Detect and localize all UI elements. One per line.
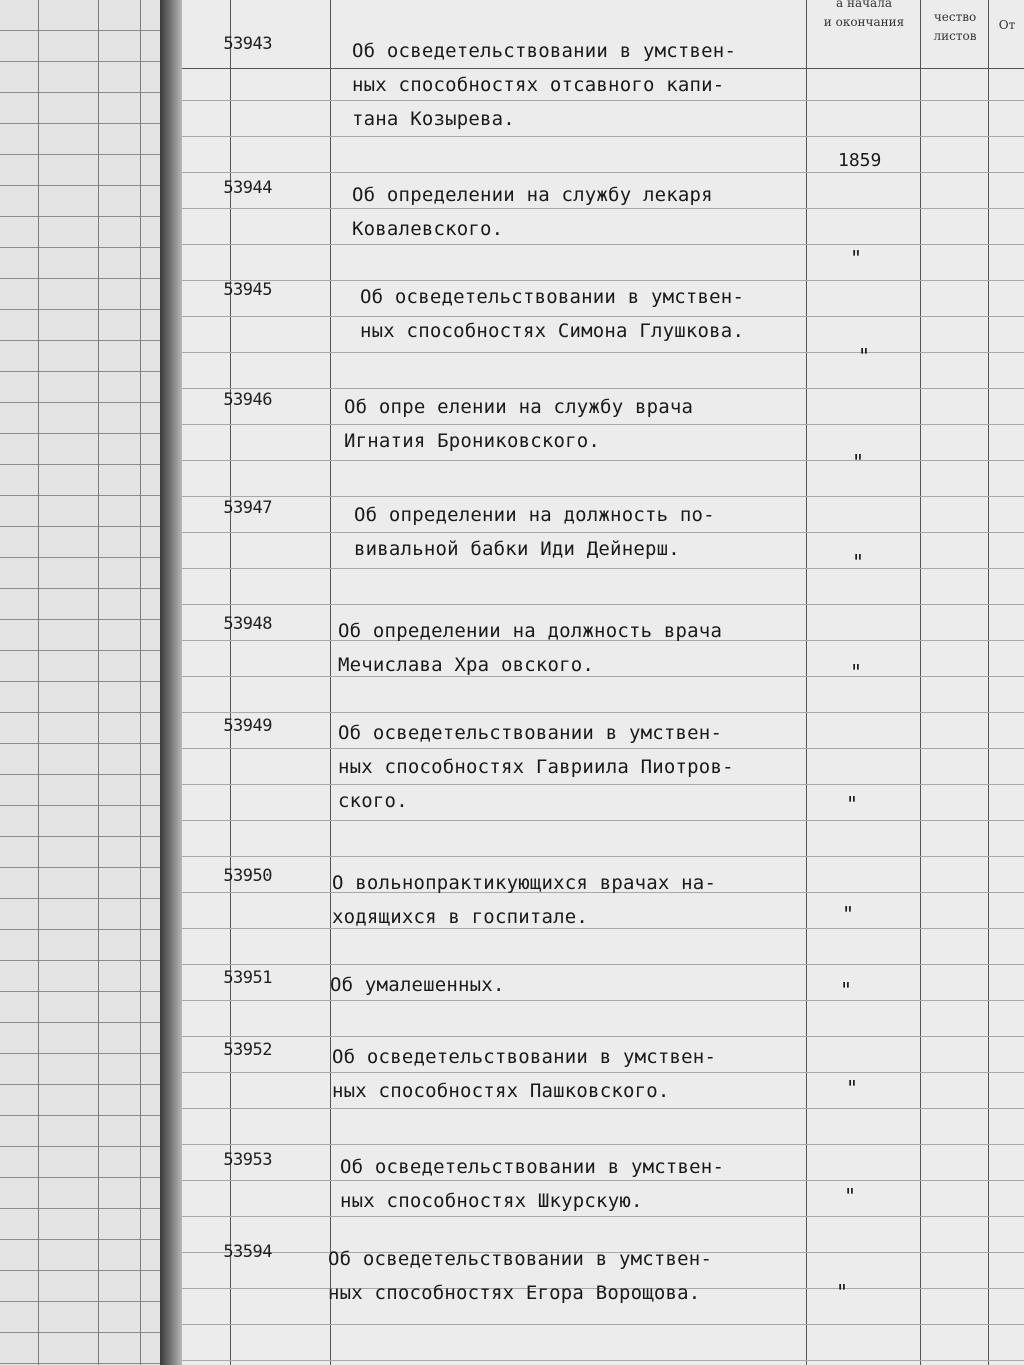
- ditto-mark: ": [844, 1184, 857, 1208]
- case-year: 1859: [838, 150, 882, 171]
- case-title-line: вивальной бабки Иди Дейнерш.: [354, 538, 680, 560]
- case-title-line: Об определении на должность по-: [354, 504, 715, 526]
- case-title: [354, 498, 715, 566]
- case-title: [340, 1150, 724, 1218]
- case-title-line: ных способностях Егора Ворощова.: [328, 1282, 701, 1304]
- case-number: 53943: [223, 34, 272, 54]
- case-title-line: Об осведетельствовании в умствен-: [328, 1248, 713, 1270]
- case-title: [360, 280, 744, 348]
- ledger-row-rule: [182, 496, 1024, 497]
- ledger-row-rule: [182, 1000, 1024, 1001]
- ledger-row-rule: [182, 820, 1024, 821]
- case-title-line: Об умалешенных.: [330, 974, 505, 996]
- ditto-mark: ": [850, 246, 863, 270]
- case-number: 53952: [223, 1040, 272, 1060]
- case-number: 53950: [223, 866, 272, 886]
- case-title: [352, 34, 736, 136]
- ledger-row-rule: [182, 1360, 1024, 1361]
- case-number: 53946: [223, 390, 272, 410]
- case-title-line: Об осведетельствовании в умствен-: [338, 722, 723, 744]
- ditto-mark: ": [850, 660, 863, 684]
- sheets-header-line2: листов: [933, 29, 977, 44]
- case-title-line: ных способностях отсавного капи-: [352, 74, 725, 96]
- case-title: [344, 390, 693, 458]
- ditto-mark: ": [842, 902, 855, 926]
- ditto-mark: ": [846, 792, 859, 816]
- case-title-line: Об осведетельствовании в умствен-: [340, 1156, 725, 1178]
- case-number: 53953: [223, 1150, 272, 1170]
- column-rule: [806, 0, 807, 1365]
- ledger-row-rule: [182, 172, 1024, 173]
- ditto-mark: ": [852, 450, 865, 474]
- case-title-line: ных способностях Пашковского.: [332, 1080, 670, 1102]
- ledger-row-rule: [182, 568, 1024, 569]
- column-rule: [988, 0, 989, 1365]
- ledger-row-rule: [182, 712, 1024, 713]
- case-title-line: Об осведетельствовании в умствен-: [332, 1046, 717, 1068]
- ledger-row-rule: [182, 1108, 1024, 1109]
- case-number: 53951: [223, 968, 272, 988]
- ledger-row-rule: [182, 388, 1024, 389]
- ditto-mark: ": [852, 550, 865, 574]
- case-number: 53948: [223, 614, 272, 634]
- case-title-line: ных способностях Гавриила Пиотров-: [338, 756, 734, 778]
- case-title-line: Об определении на службу лекаря: [352, 184, 713, 206]
- case-title: [352, 178, 713, 246]
- case-number: 53945: [223, 280, 272, 300]
- left-page-rule: [98, 0, 99, 1365]
- register-page: [182, 0, 1024, 1365]
- note-column-header: От: [998, 18, 1016, 32]
- sheets-column-header: [922, 8, 988, 46]
- case-title-line: Мечислава Хра овского.: [338, 654, 595, 676]
- left-page-rule: [140, 0, 141, 1365]
- ditto-mark: ": [858, 344, 871, 368]
- ledger-row-rule: [182, 1324, 1024, 1325]
- case-title-line: Игнатия Брониковского.: [344, 430, 601, 452]
- case-title: [332, 1040, 716, 1108]
- column-rule: [330, 0, 331, 1365]
- case-title: [338, 614, 722, 682]
- case-title: [332, 866, 716, 934]
- ledger-row-rule: [182, 604, 1024, 605]
- case-title-line: Об осведетельствовании в умствен-: [352, 40, 737, 62]
- date-header-bottom: и окончания: [823, 15, 905, 30]
- ditto-mark: ": [846, 1076, 859, 1100]
- case-title-line: Об осведетельствовании в умствен-: [360, 286, 745, 308]
- ledger-row-rule: [182, 1036, 1024, 1037]
- ledger-row-rule: [182, 964, 1024, 965]
- case-title: [328, 1242, 712, 1310]
- case-number: 53947: [223, 498, 272, 518]
- ledger-row-rule: [182, 352, 1024, 353]
- case-title-line: ского.: [338, 790, 408, 812]
- case-number: 53944: [223, 178, 272, 198]
- case-title-line: Об опре елении на службу врача: [344, 396, 694, 418]
- ledger-row-rule: [182, 460, 1024, 461]
- column-rule: [920, 0, 921, 1365]
- case-title: [338, 716, 734, 818]
- case-title-line: ходящихся в госпитале.: [332, 906, 589, 928]
- ledger-row-rule: [182, 136, 1024, 137]
- case-number: 53594: [223, 1242, 272, 1262]
- case-title: [330, 968, 505, 1002]
- case-title-line: Об определении на должность врача: [338, 620, 723, 642]
- left-page-rule: [38, 0, 39, 1365]
- case-title-line: тана Козырева.: [352, 108, 515, 130]
- ditto-mark: ": [840, 978, 853, 1002]
- case-title-line: Ковалевского.: [352, 218, 504, 240]
- date-column-header: [808, 0, 920, 32]
- left-ledger-page: [0, 0, 160, 1365]
- ledger-row-rule: [182, 856, 1024, 857]
- case-number: 53949: [223, 716, 272, 736]
- case-title-line: О вольнопрактикующихся врачах на-: [332, 872, 717, 894]
- date-header-top: а начала: [836, 0, 892, 10]
- sheets-header-line1: чество: [933, 10, 977, 24]
- ledger-row-rule: [182, 1144, 1024, 1145]
- case-title-line: ных способностях Шкурскую.: [340, 1190, 643, 1212]
- ditto-mark: ": [836, 1280, 849, 1304]
- book-gutter: [160, 0, 182, 1365]
- case-title-line: ных способностях Симона Глушкова.: [360, 320, 745, 342]
